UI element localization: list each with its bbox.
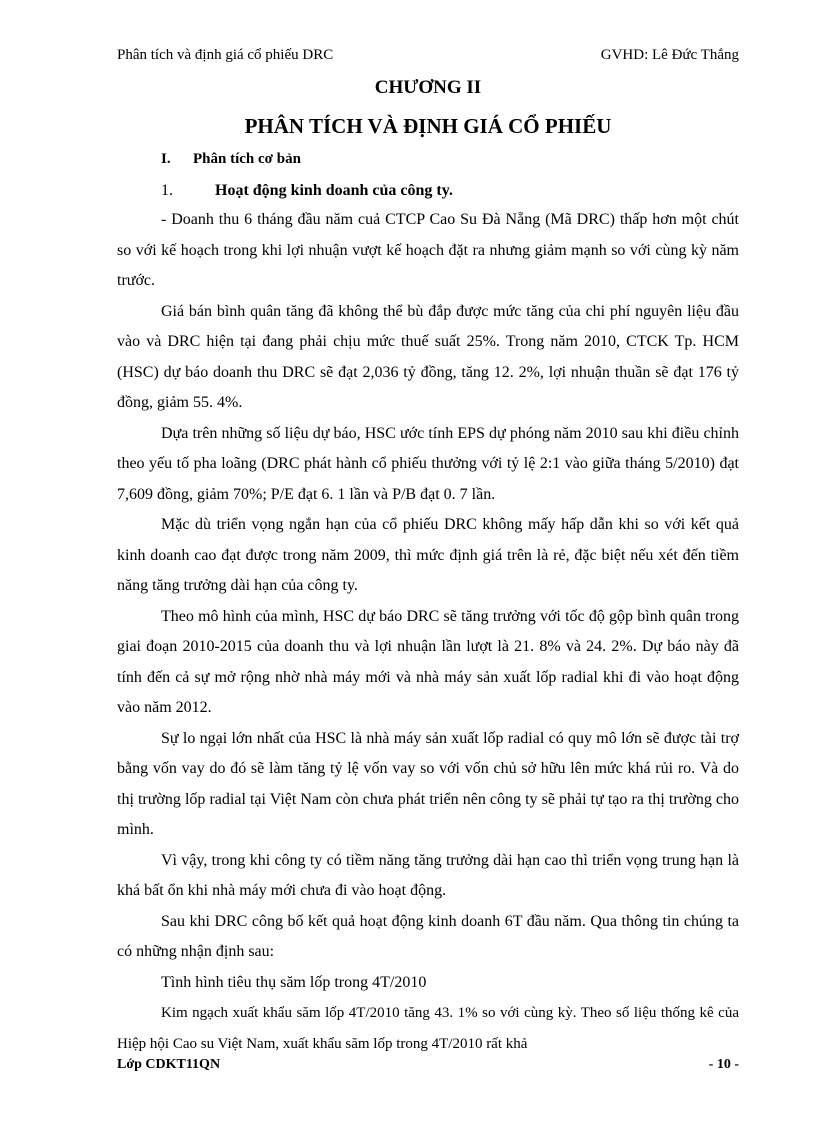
section-number: I. xyxy=(161,151,171,167)
paragraph: Dựa trên những số liệu dự báo, HSC ước tính EPS dự phóng năm 2010 sau khi điều chỉnh theo yếu tố pha loãng (DRC phát hành cổ phiếu thưởng với tỷ lệ 2:1 vào giữa tháng 5/2010) đạt 7,609 đồng, giảm 70%; P/E đạt 6. 1 lần và P/B đạt 0. 7 lần. xyxy=(117,424,739,503)
subsection-heading xyxy=(161,179,453,203)
paragraph: Vì vậy, trong khi công ty có tiềm năng tăng trưởng dài hạn cao thì triển vọng trung hạn là khá bất ổn khi nhà máy mới chưa đi vào hoạt động. xyxy=(117,851,739,899)
header-instructor: GVHD: Lê Đức Thắng xyxy=(600,47,739,63)
paragraph: Theo mô hình của mình, HSC dự báo DRC sẽ tăng trưởng với tốc độ gộp bình quân trong giai đoạn 2010-2015 của doanh thu và lợi nhuận lần lượt là 21. 8% và 24. 2%. Dự báo này đã tính đến cả sự mở rộng nhờ nhà máy mới và nhà máy sản xuất lốp radial khi đi vào hoạt động vào năm 2012. xyxy=(117,607,739,716)
page-number: - 10 - xyxy=(708,1057,739,1072)
page-header xyxy=(117,47,739,69)
paragraph: Giá bán bình quân tăng đã không thể bù đắp được mức tăng của chi phí nguyên liệu đầu vào và DRC hiện tại đang phải chịu mức thuế suất 25%. Trong năm 2010, CTCK Tp. HCM (HSC) dự báo doanh thu DRC sẽ đạt 2,036 tỷ đồng, tăng 12. 2%, lợi nhuận thuần sẽ đạt 176 tỷ đồng, giảm 55. 4%. xyxy=(117,302,739,411)
paragraph: Sau khi DRC công bố kết quả hoạt động kinh doanh 6T đầu năm. Qua thông tin chúng ta có những nhận định sau: xyxy=(117,912,739,960)
subsection-number: 1. xyxy=(161,182,173,199)
paragraph: Tình hình tiêu thụ săm lốp trong 4T/2010 xyxy=(161,973,427,991)
header-document-title: Phân tích và định giá cổ phiếu DRC xyxy=(117,47,334,63)
chapter-title: PHÂN TÍCH VÀ ĐỊNH GIÁ CỔ PHIẾU xyxy=(244,114,612,138)
paragraph: Kim ngạch xuất khẩu săm lốp 4T/2010 tăng 43. 1% so với cùng kỳ. Theo số liệu thống kê của Hiệp hội Cao su Việt Nam, xuất khẩu săm lốp trong 4T/2010 rất khả xyxy=(117,1005,739,1052)
section-label: Phân tích cơ bản xyxy=(193,151,301,167)
chapter-label: CHƯƠNG II xyxy=(374,77,482,98)
paragraph: - Doanh thu 6 tháng đầu năm cuả CTCP Cao Su Đà Nẵng (Mã DRC) thấp hơn một chút so với kế hoạch trong khi lợi nhuận vượt kế hoạch đặt ra nhưng giảm mạnh so với cùng kỳ năm trước. xyxy=(117,211,739,289)
paragraph: Sự lo ngại lớn nhất của HSC là nhà máy sản xuất lốp radial có quy mô lớn sẽ được tài trợ bằng vốn vay do đó sẽ làm tăng tỷ lệ vốn vay so với vốn chủ sở hữu lên mức khá rủi ro. Và do thị trường lốp radial tại Việt Nam còn chưa phát triển nên công ty sẽ phải tự tạo ra thị trường cho mình. xyxy=(117,729,739,838)
subsection-label: Hoạt động kinh doanh của công ty. xyxy=(215,182,453,199)
paragraph: Mặc dù triển vọng ngắn hạn của cổ phiếu DRC không mấy hấp dẫn khi so với kết quả kinh doanh cao đạt được trong năm 2009, thì mức định giá trên là rẻ, đặc biệt nếu xét đến tiềm năng tăng trưởng dài hạn của công ty. xyxy=(117,516,739,594)
body-text xyxy=(117,205,739,1059)
footer-class-name: Lớp CDKT11QN xyxy=(117,1057,221,1072)
section-heading xyxy=(161,147,301,171)
